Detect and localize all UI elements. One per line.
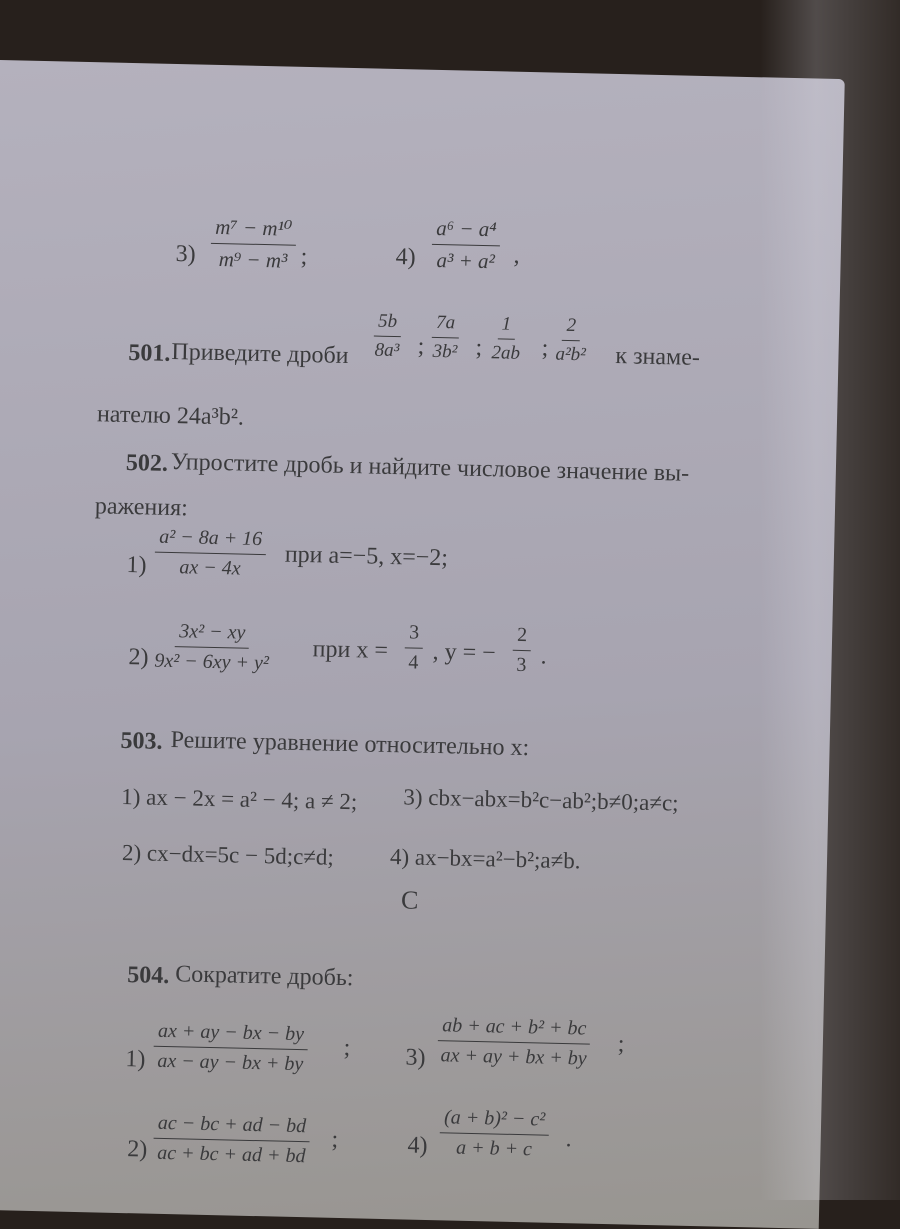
fraction-numerator: ac − bc + ad − bd — [154, 1112, 311, 1143]
problem-502-item1-fraction — [154, 526, 266, 582]
problem-502-item1-condition: при a=−5, x=−2; — [284, 541, 449, 572]
problem-504-item4-label: 4) — [407, 1132, 428, 1159]
problem-504-item3-after: ; — [617, 1031, 625, 1058]
problem-501-sep-1: ; — [417, 333, 425, 360]
fraction-numerator: a² − 8a + 16 — [155, 526, 267, 556]
problem-502-number: 502. — [125, 449, 169, 477]
fraction-numerator: 2 — [513, 624, 532, 651]
fraction-numerator: ab + ac + b² + bc — [438, 1014, 591, 1044]
prev-item3-fraction — [210, 215, 296, 274]
problem-501-number: 501. — [128, 339, 171, 367]
problem-502-line2: ражения: — [94, 493, 189, 522]
problem-504-item4-fraction — [439, 1106, 549, 1161]
problem-504-item3-label: 3) — [405, 1044, 426, 1071]
problem-501-line2: нателю 24a³b². — [96, 401, 245, 431]
fraction-numerator: ax + ay − bx − by — [154, 1020, 309, 1050]
problem-501-fraction-4 — [555, 315, 587, 367]
problem-501-text: Приведите дроби — [171, 338, 349, 369]
problem-502-item2-mid: , y = − — [432, 638, 497, 667]
fraction-denominator: a + b + c — [455, 1136, 533, 1161]
problem-504-item4-after: . — [565, 1126, 572, 1153]
fraction-denominator: a²b² — [555, 343, 587, 366]
fraction-numerator: a⁶ − a⁴ — [432, 216, 501, 247]
problem-503-number: 503. — [120, 727, 163, 755]
problem-502-item2-label: 2) — [128, 644, 149, 671]
fraction-denominator: 9x² − 6xy + y² — [154, 649, 270, 675]
prev-item4-fraction — [431, 216, 501, 275]
problem-502-item2-fraction — [154, 620, 270, 676]
fraction-denominator: ax − ay − bx + by — [157, 1049, 304, 1076]
prev-item3-after: ; — [300, 243, 308, 271]
problem-502-text: Упростите дробь и найдите числовое значение вы- — [170, 448, 690, 487]
problem-502-item1-label: 1) — [126, 552, 147, 579]
fraction-denominator: ax + ay + bx + by — [440, 1044, 587, 1070]
problem-501-fraction-2 — [431, 312, 459, 364]
problem-504-item3-fraction — [437, 1014, 590, 1070]
prev-item3-label: 3) — [175, 241, 196, 268]
problem-501-fraction-3 — [491, 313, 521, 365]
fraction-numerator: (a + b)² − c² — [440, 1106, 550, 1135]
fraction-numerator: 5b — [374, 311, 402, 338]
fraction-numerator: 3x² − xy — [175, 620, 250, 649]
fraction-denominator: m⁹ − m³ — [218, 247, 288, 273]
fraction-denominator: 2ab — [491, 342, 521, 364]
problem-502-y-fraction — [512, 624, 531, 677]
fraction-denominator: 3b² — [432, 340, 458, 363]
fraction-denominator: a³ + a² — [436, 247, 496, 274]
problem-501-sep-3: ; — [541, 335, 549, 362]
fraction-numerator: m⁷ − m¹⁰ — [211, 215, 297, 246]
problem-504-item2-fraction — [153, 1112, 310, 1169]
problem-504-text: Сократите дробь: — [175, 961, 354, 992]
problem-502-x-fraction — [404, 621, 423, 674]
problem-503-item-3: 3) cbx−abx=b²c−ab²;b≠0;a≠c; — [403, 784, 679, 816]
prev-item4-after: , — [513, 242, 520, 269]
problem-504-number: 504. — [126, 962, 170, 990]
problem-504-item2-label: 2) — [127, 1136, 148, 1163]
fraction-denominator: 3 — [516, 653, 527, 677]
fraction-numerator: 7a — [432, 312, 460, 339]
prev-item4-label: 4) — [395, 244, 416, 271]
problem-501-sep-2: ; — [475, 334, 483, 362]
problem-503-item-4: 4) ax−bx=a²−b²;a≠b. — [389, 844, 581, 874]
fraction-denominator: ac + bc + ad + bd — [156, 1141, 306, 1168]
problem-504-item1-after: ; — [343, 1035, 351, 1062]
fraction-denominator: 8a³ — [374, 339, 400, 362]
problem-501-tail: к знаме- — [615, 343, 701, 371]
book-page — [0, 60, 845, 1229]
problem-503-item-1: 1) ax − 2x = a² − 4; a ≠ 2; — [121, 783, 358, 815]
fraction-numerator: 2 — [562, 315, 580, 341]
problem-504-item1-label: 1) — [125, 1046, 146, 1073]
problem-503-text: Решите уравнение относительно x: — [170, 727, 530, 762]
fraction-denominator: ax − 4x — [179, 556, 241, 580]
problem-503-item-2: 2) cx−dx=5c − 5d;c≠d; — [121, 839, 335, 870]
fraction-denominator: 4 — [408, 651, 419, 674]
problem-502-item2-condition: при x = — [312, 636, 389, 664]
section-letter: С — [400, 885, 419, 915]
plastic-cover-reflection — [760, 0, 900, 1200]
problem-502-item2-end: . — [540, 643, 547, 670]
problem-504-item1-fraction — [153, 1020, 308, 1076]
fraction-numerator: 3 — [405, 621, 424, 648]
problem-501-fraction-1 — [373, 311, 401, 363]
problem-504-item2-after: ; — [331, 1126, 339, 1153]
fraction-numerator: 1 — [497, 313, 515, 339]
